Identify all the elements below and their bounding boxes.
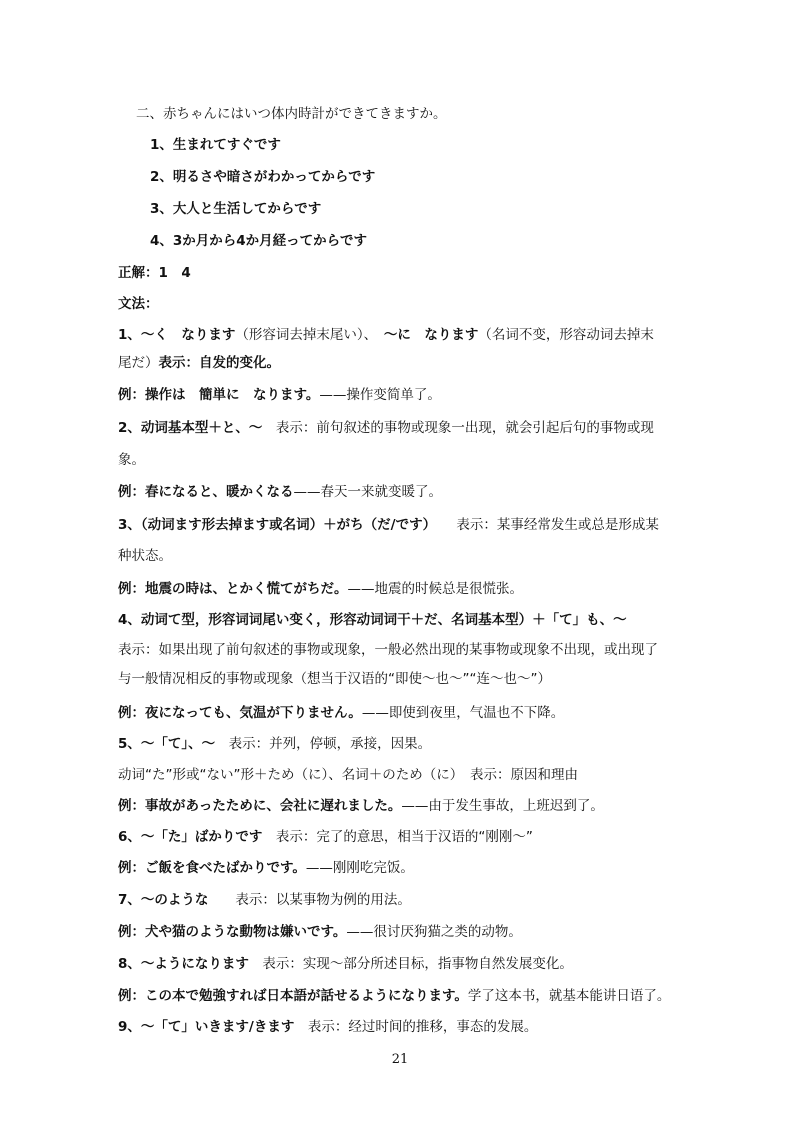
answer-value: 1 4 <box>158 265 191 281</box>
page-number: 21 <box>391 1052 409 1067</box>
grammar-8-example: 例：この本で勉強すれば日本語が話せるようになります。学了这本书，就基本能讲日语了。 <box>118 988 671 1004</box>
choice-3: 3、大人と生活してからです <box>150 201 322 217</box>
choice-4: 4、3か月から4か月経ってからです <box>150 233 368 249</box>
grammar-3-example: 例：地震の時は、とかく慌てがちだ。——地震的时候总是很慌张。 <box>118 581 523 597</box>
grammar-6-pattern: 6、～「た」ばかりです 表示：完了的意思，相当于汉语的“刚刚～” <box>118 829 533 845</box>
grammar-4-pattern: 4、动词て型，形容词词尾い变く，形容动词词干＋だ、名词基本型）＋「て」も、～ <box>118 612 627 628</box>
answer-line <box>118 263 191 283</box>
grammar-4-example: 例：夜になっても、気温が下りません。——即使到夜里，气温也不下降。 <box>118 705 565 721</box>
grammar-3-meaning-cont: 种状态。 <box>118 548 172 564</box>
grammar-4-meaning: 表示：如果出现了前句叙述的事物或现象，一般必然出现的某事物或现象不出现，或出现了 <box>118 642 658 658</box>
grammar-8-pattern: 8、～ようになります 表示：实现～部分所述目标，指事物自然发展变化。 <box>118 956 573 972</box>
grammar-5-sub: 动词“た”形或“ない”形＋ため（に）、名词＋のため（に） 表示：原因和理由 <box>118 767 578 783</box>
grammar-7-pattern: 7、～のような 表示：以某事物为例的用法。 <box>118 892 411 908</box>
grammar-4-meaning-cont: 与一般情况相反的事物或现象（想当于汉语的“即使～也～”“连～也～”） <box>118 671 551 687</box>
answer-label: 正解： <box>118 265 159 281</box>
grammar-6-example: 例：ご飯を食べたばかりです。——刚刚吃完饭。 <box>118 860 414 876</box>
grammar-1-pattern: 1、～く なります（形容词去掉末尾い）、 ～に なります（名词不变，形容动词去掉末 <box>118 327 654 343</box>
question-title: 二、赤ちゃんにはいつ体内時計ができてきますか。 <box>136 106 447 122</box>
grammar-2-pattern: 2、动词基本型＋と、～ 表示：前句叙述的事物或现象一出现，就会引起后句的事物或现 <box>118 420 654 436</box>
grammar-heading: 文法： <box>118 296 159 312</box>
grammar-7-example: 例：犬や猫のような動物は嫌いです。——很讨厌狗猫之类的动物。 <box>118 924 522 940</box>
grammar-5-example: 例：事故があったために、会社に遅れました。——由于发生事故，上班迟到了。 <box>118 798 604 814</box>
choice-1: 1、生まれてすぐです <box>150 137 281 153</box>
grammar-1-meaning: 尾だ）表示：自发的变化。 <box>118 355 280 371</box>
grammar-2-example: 例：春になると、暖かくなる——春天一来就变暖了。 <box>118 484 442 500</box>
grammar-2-meaning-cont: 象。 <box>118 452 145 468</box>
grammar-5-pattern: 5、～「て」、～ 表示：并列，停顿，承接，因果。 <box>118 736 432 752</box>
choice-2: 2、明るさや暗さがわかってからです <box>150 169 376 185</box>
grammar-3-pattern: 3、（动词ます形去掉ます或名词）＋がち（だ/です） 表示：某事经常发生或总是形成某 <box>118 517 659 533</box>
grammar-9-pattern: 9、～「て」いきます/きます 表示：经过时间的推移，事态的发展。 <box>118 1019 538 1035</box>
grammar-1-example: 例：操作は 簡単に なります。——操作变简单了。 <box>118 387 441 403</box>
